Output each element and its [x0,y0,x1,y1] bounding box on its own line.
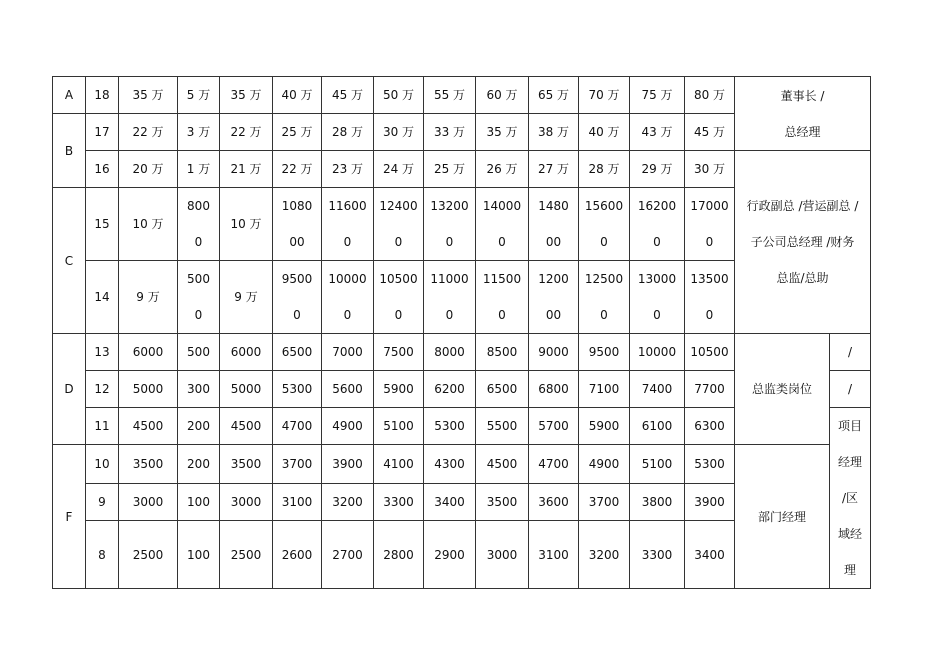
value-cell: 3500 [476,484,529,521]
value-cell: 55 万 [424,77,476,114]
value-cell: 4500 [220,408,273,445]
table-row [53,334,871,371]
value-cell: 22 万 [119,114,178,151]
level-cell: 14 [86,261,119,334]
value-cell: 5700 [529,408,579,445]
value-cell: 7100 [579,371,630,408]
value-cell: 4700 [273,408,322,445]
value-cell: 4700 [529,445,579,484]
value-cell: 200 [178,445,220,484]
value-cell: 1200 00 [529,261,579,334]
value-cell: 100 [178,521,220,589]
value-cell: 10000 0 [322,261,374,334]
value-cell: 10500 0 [374,261,424,334]
value-cell: 16200 0 [630,188,685,261]
value-cell: 1 万 [178,151,220,188]
value-cell: 11000 0 [424,261,476,334]
table-row [53,77,871,114]
level-cell: 10 [86,445,119,484]
salary-grade-table [52,76,871,589]
value-cell: 40 万 [273,77,322,114]
value-cell: 9500 0 [273,261,322,334]
table-row [53,445,871,484]
value-cell: 200 [178,408,220,445]
value-cell: 3700 [579,484,630,521]
value-cell: 5600 [322,371,374,408]
value-cell: 25 万 [424,151,476,188]
value-cell: 45 万 [322,77,374,114]
value-cell: 3100 [529,521,579,589]
value-cell: 3400 [424,484,476,521]
value-cell: 6000 [119,334,178,371]
value-cell: 7500 [374,334,424,371]
value-cell: 3200 [579,521,630,589]
value-cell: 21 万 [220,151,273,188]
position-title-c: 行政副总 /营运副总 / 子公司总经理 /财务 总监/总助 [735,151,871,334]
value-cell: 13000 0 [630,261,685,334]
value-cell: 9 万 [119,261,178,334]
value-cell: 3 万 [178,114,220,151]
value-cell: 17000 0 [685,188,735,261]
value-cell: 14000 0 [476,188,529,261]
value-cell: 5300 [273,371,322,408]
value-cell: 5300 [685,445,735,484]
value-cell: 10 万 [220,188,273,261]
value-cell: 20 万 [119,151,178,188]
value-cell: 3500 [119,445,178,484]
value-cell: 11600 0 [322,188,374,261]
value-cell: 3700 [273,445,322,484]
value-cell: 6300 [685,408,735,445]
value-cell: 5500 [476,408,529,445]
value-cell: 10 万 [119,188,178,261]
grade-label: B [53,114,86,188]
value-cell: 12400 0 [374,188,424,261]
position-title-pm: 项目 经理 /区 域经 理 [830,408,871,589]
value-cell: 7000 [322,334,374,371]
value-cell: 300 [178,371,220,408]
value-cell: 28 万 [579,151,630,188]
value-cell: 10500 [685,334,735,371]
level-cell: 9 [86,484,119,521]
value-cell: 5100 [374,408,424,445]
value-cell: 3300 [630,521,685,589]
grade-label: C [53,188,86,334]
level-cell: 11 [86,408,119,445]
value-cell: 4500 [119,408,178,445]
value-cell: 29 万 [630,151,685,188]
value-cell: 5100 [630,445,685,484]
value-cell: 3000 [220,484,273,521]
value-cell: 27 万 [529,151,579,188]
value-cell: 2500 [119,521,178,589]
value-cell: 35 万 [220,77,273,114]
value-cell: 35 万 [476,114,529,151]
position-title-d: 总监类岗位 [735,334,830,445]
value-cell: 3900 [685,484,735,521]
value-cell: 38 万 [529,114,579,151]
value-cell: 23 万 [322,151,374,188]
value-cell: 9 万 [220,261,273,334]
level-cell: 16 [86,151,119,188]
grade-label: A [53,77,86,114]
position-note: / [830,334,871,371]
level-cell: 13 [86,334,119,371]
position-title-f: 部门经理 [735,445,830,589]
value-cell: 30 万 [685,151,735,188]
level-cell: 18 [86,77,119,114]
value-cell: 6500 [273,334,322,371]
value-cell: 6100 [630,408,685,445]
value-cell: 8500 [476,334,529,371]
value-cell: 3400 [685,521,735,589]
table-row [53,151,871,188]
value-cell: 1080 00 [273,188,322,261]
value-cell: 4900 [322,408,374,445]
value-cell: 40 万 [579,114,630,151]
value-cell: 5000 [220,371,273,408]
position-note: / [830,371,871,408]
value-cell: 6800 [529,371,579,408]
value-cell: 6500 [476,371,529,408]
grade-label: D [53,334,86,445]
value-cell: 4900 [579,445,630,484]
value-cell: 3000 [119,484,178,521]
value-cell: 9500 [579,334,630,371]
value-cell: 500 [178,334,220,371]
value-cell: 3800 [630,484,685,521]
value-cell: 30 万 [374,114,424,151]
value-cell: 33 万 [424,114,476,151]
value-cell: 6000 [220,334,273,371]
value-cell: 50 万 [374,77,424,114]
value-cell: 10000 [630,334,685,371]
level-cell: 12 [86,371,119,408]
value-cell: 7700 [685,371,735,408]
value-cell: 1480 00 [529,188,579,261]
value-cell: 43 万 [630,114,685,151]
value-cell: 12500 0 [579,261,630,334]
value-cell: 4300 [424,445,476,484]
value-cell: 70 万 [579,77,630,114]
value-cell: 11500 0 [476,261,529,334]
value-cell: 2900 [424,521,476,589]
value-cell: 800 0 [178,188,220,261]
value-cell: 65 万 [529,77,579,114]
value-cell: 45 万 [685,114,735,151]
value-cell: 2700 [322,521,374,589]
value-cell: 8000 [424,334,476,371]
value-cell: 5900 [374,371,424,408]
value-cell: 100 [178,484,220,521]
value-cell: 28 万 [322,114,374,151]
value-cell: 15600 0 [579,188,630,261]
value-cell: 4500 [476,445,529,484]
value-cell: 2600 [273,521,322,589]
value-cell: 3600 [529,484,579,521]
value-cell: 3300 [374,484,424,521]
level-cell: 17 [86,114,119,151]
value-cell: 13200 0 [424,188,476,261]
value-cell: 25 万 [273,114,322,151]
value-cell: 2800 [374,521,424,589]
value-cell: 2500 [220,521,273,589]
value-cell: 9000 [529,334,579,371]
value-cell: 3100 [273,484,322,521]
value-cell: 3200 [322,484,374,521]
value-cell: 3500 [220,445,273,484]
value-cell: 5 万 [178,77,220,114]
value-cell: 4100 [374,445,424,484]
value-cell: 7400 [630,371,685,408]
value-cell: 500 0 [178,261,220,334]
value-cell: 35 万 [119,77,178,114]
value-cell: 3000 [476,521,529,589]
value-cell: 5000 [119,371,178,408]
value-cell: 13500 0 [685,261,735,334]
value-cell: 24 万 [374,151,424,188]
value-cell: 60 万 [476,77,529,114]
value-cell: 5900 [579,408,630,445]
value-cell: 26 万 [476,151,529,188]
value-cell: 22 万 [273,151,322,188]
level-cell: 8 [86,521,119,589]
value-cell: 75 万 [630,77,685,114]
value-cell: 22 万 [220,114,273,151]
grade-label: F [53,445,86,589]
level-cell: 15 [86,188,119,261]
value-cell: 80 万 [685,77,735,114]
position-title-ab: 董事长 / 总经理 [735,77,871,151]
value-cell: 6200 [424,371,476,408]
value-cell: 5300 [424,408,476,445]
value-cell: 3900 [322,445,374,484]
